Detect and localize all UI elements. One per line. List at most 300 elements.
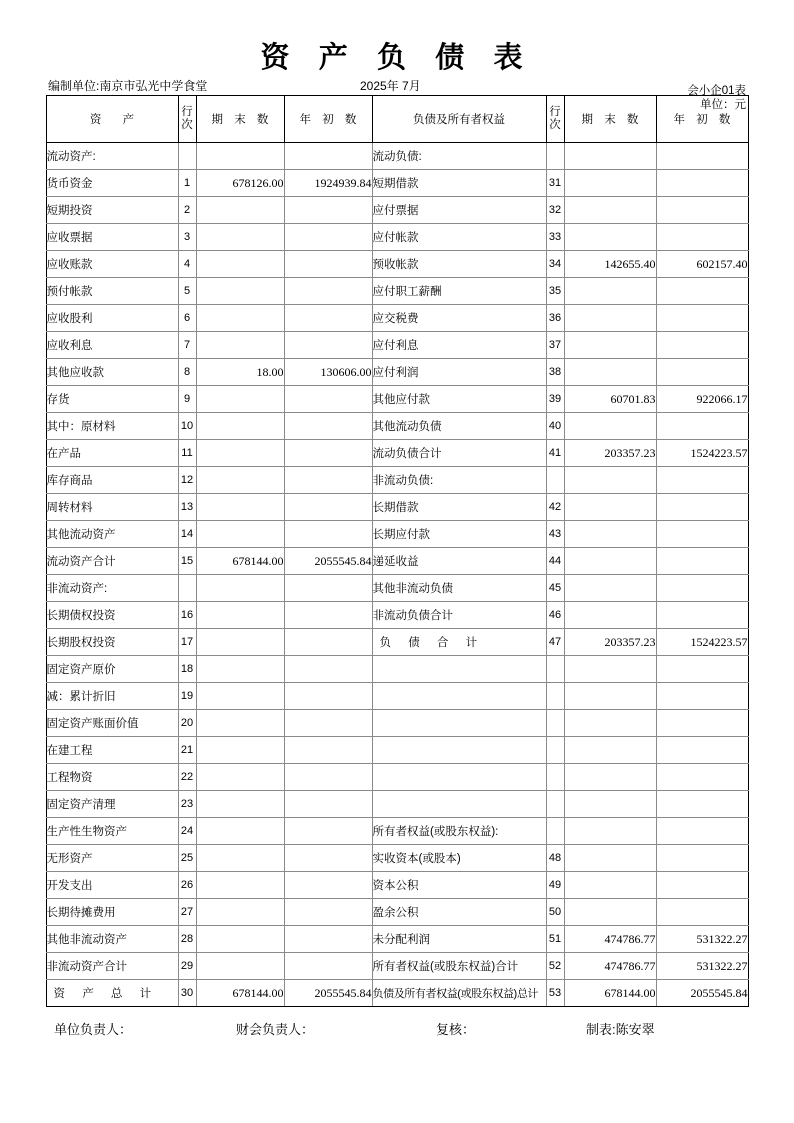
asset-begin-amount	[284, 899, 372, 926]
liability-line-no	[546, 764, 564, 791]
asset-begin-amount	[284, 305, 372, 332]
liability-end-amount	[564, 413, 656, 440]
liability-line-no: 36	[546, 305, 564, 332]
liability-line-no: 31	[546, 170, 564, 197]
liability-end-amount	[564, 521, 656, 548]
liability-end-amount	[564, 899, 656, 926]
asset-end-amount	[196, 953, 284, 980]
liability-end-amount	[564, 359, 656, 386]
liability-label: 实收资本(或股本)	[372, 845, 546, 872]
asset-end-amount	[196, 575, 284, 602]
liability-end-amount	[564, 737, 656, 764]
asset-line-no	[178, 143, 196, 170]
liability-label: 应付票据	[372, 197, 546, 224]
asset-begin-amount: 2055545.84	[284, 548, 372, 575]
table-body	[46, 143, 748, 1007]
asset-end-amount	[196, 467, 284, 494]
liability-begin-amount: 1524223.57	[656, 629, 748, 656]
liability-begin-amount	[656, 710, 748, 737]
asset-label: 非流动资产:	[46, 575, 178, 602]
asset-label: 流动资产:	[46, 143, 178, 170]
asset-begin-amount	[284, 629, 372, 656]
liability-end-amount: 678144.00	[564, 980, 656, 1007]
asset-line-no: 11	[178, 440, 196, 467]
liability-label: 应付职工薪酬	[372, 278, 546, 305]
liability-label: 应付帐款	[372, 224, 546, 251]
liability-end-amount	[564, 278, 656, 305]
liability-begin-amount	[656, 467, 748, 494]
liability-begin-amount	[656, 305, 748, 332]
asset-label: 长期股权投资	[46, 629, 178, 656]
asset-label: 固定资产账面价值	[46, 710, 178, 737]
asset-begin-amount	[284, 386, 372, 413]
liability-end-amount	[564, 224, 656, 251]
asset-begin-amount	[284, 575, 372, 602]
liability-label: 应付利润	[372, 359, 546, 386]
asset-end-amount	[196, 899, 284, 926]
header-end-amount: 期 末 数	[196, 96, 284, 143]
asset-line-no: 23	[178, 791, 196, 818]
liability-end-amount	[564, 170, 656, 197]
asset-end-amount	[196, 764, 284, 791]
liability-label: 长期借款	[372, 494, 546, 521]
liability-end-amount	[564, 764, 656, 791]
currency-unit-note: 单位：元	[700, 99, 746, 111]
liability-begin-amount	[656, 143, 748, 170]
table-row	[46, 440, 748, 467]
liability-label: 流动负债合计	[372, 440, 546, 467]
liability-label: 未分配利润	[372, 926, 546, 953]
liability-label: 其他非流动负债	[372, 575, 546, 602]
liability-label: 应付利息	[372, 332, 546, 359]
asset-end-amount	[196, 386, 284, 413]
asset-label: 短期投资	[46, 197, 178, 224]
liability-end-amount	[564, 197, 656, 224]
asset-begin-amount	[284, 872, 372, 899]
asset-end-amount	[196, 278, 284, 305]
asset-line-no: 19	[178, 683, 196, 710]
asset-line-no: 17	[178, 629, 196, 656]
table-row	[46, 656, 748, 683]
table-row	[46, 467, 748, 494]
liability-begin-amount	[656, 359, 748, 386]
header-line-no: 行次	[178, 96, 196, 143]
asset-end-amount	[196, 926, 284, 953]
asset-label: 开发支出	[46, 872, 178, 899]
liability-label: 流动负债:	[372, 143, 546, 170]
asset-label: 其他应收款	[46, 359, 178, 386]
liability-begin-amount	[656, 413, 748, 440]
asset-begin-amount	[284, 926, 372, 953]
table-row	[46, 548, 748, 575]
asset-end-amount	[196, 791, 284, 818]
asset-line-no: 30	[178, 980, 196, 1007]
table-row	[46, 791, 748, 818]
unit-head-label: 单位负责人：	[54, 1022, 133, 1037]
asset-label: 流动资产合计	[46, 548, 178, 575]
asset-end-amount	[196, 521, 284, 548]
asset-begin-amount	[284, 278, 372, 305]
liability-label: 盈余公积	[372, 899, 546, 926]
asset-end-amount	[196, 845, 284, 872]
asset-begin-amount	[284, 251, 372, 278]
liability-label	[372, 791, 546, 818]
liability-line-no: 42	[546, 494, 564, 521]
asset-label: 工程物资	[46, 764, 178, 791]
liability-begin-amount	[656, 170, 748, 197]
header-liability-equity: 负债及所有者权益	[372, 96, 546, 143]
balance-sheet-table	[46, 95, 749, 1007]
reporting-period: 2025年 7月	[360, 79, 421, 93]
liability-label: 负 债 合 计	[372, 629, 546, 656]
header-line-no-2: 行次	[546, 96, 564, 143]
asset-label: 长期待摊费用	[46, 899, 178, 926]
table-row	[46, 602, 748, 629]
asset-end-amount	[196, 197, 284, 224]
asset-end-amount	[196, 656, 284, 683]
asset-label: 其中：原材料	[46, 413, 178, 440]
liability-line-no: 38	[546, 359, 564, 386]
asset-label: 其他非流动资产	[46, 926, 178, 953]
liability-begin-amount	[656, 278, 748, 305]
asset-line-no: 4	[178, 251, 196, 278]
page-title: 资 产 负 债 表	[260, 42, 534, 74]
liability-begin-amount: 531322.27	[656, 926, 748, 953]
asset-label: 固定资产清理	[46, 791, 178, 818]
liability-label: 所有者权益(或股东权益)合计	[372, 953, 546, 980]
table-row	[46, 764, 748, 791]
liability-end-amount: 203357.23	[564, 629, 656, 656]
liability-label: 资本公积	[372, 872, 546, 899]
liability-begin-amount	[656, 602, 748, 629]
liability-begin-amount: 1524223.57	[656, 440, 748, 467]
asset-begin-amount	[284, 791, 372, 818]
liability-end-amount	[564, 305, 656, 332]
liability-begin-amount	[656, 224, 748, 251]
table-row	[46, 197, 748, 224]
asset-end-amount	[196, 872, 284, 899]
asset-end-amount	[196, 332, 284, 359]
table-row	[46, 710, 748, 737]
asset-end-amount	[196, 440, 284, 467]
asset-begin-amount	[284, 197, 372, 224]
table-row	[46, 899, 748, 926]
liability-begin-amount	[656, 818, 748, 845]
liability-line-no: 33	[546, 224, 564, 251]
table-row	[46, 332, 748, 359]
liability-begin-amount	[656, 791, 748, 818]
table-row	[46, 872, 748, 899]
asset-label: 库存商品	[46, 467, 178, 494]
liability-line-no: 34	[546, 251, 564, 278]
liability-end-amount	[564, 332, 656, 359]
asset-line-no: 15	[178, 548, 196, 575]
asset-label: 生产性生物资产	[46, 818, 178, 845]
liability-line-no: 41	[546, 440, 564, 467]
asset-begin-amount: 130606.00	[284, 359, 372, 386]
liability-label	[372, 764, 546, 791]
asset-end-amount	[196, 818, 284, 845]
asset-end-amount: 678144.00	[196, 548, 284, 575]
asset-line-no: 21	[178, 737, 196, 764]
asset-label: 长期债权投资	[46, 602, 178, 629]
liability-line-no: 52	[546, 953, 564, 980]
table-row	[46, 224, 748, 251]
asset-line-no: 24	[178, 818, 196, 845]
liability-begin-amount	[656, 845, 748, 872]
liability-begin-amount	[656, 899, 748, 926]
liability-begin-amount: 602157.40	[656, 251, 748, 278]
asset-begin-amount	[284, 953, 372, 980]
asset-end-amount	[196, 494, 284, 521]
asset-end-amount: 18.00	[196, 359, 284, 386]
liability-label	[372, 710, 546, 737]
asset-begin-amount	[284, 602, 372, 629]
liability-begin-amount: 922066.17	[656, 386, 748, 413]
liability-begin-amount	[656, 737, 748, 764]
liability-label: 递延收益	[372, 548, 546, 575]
liability-end-amount	[564, 602, 656, 629]
liability-label: 应交税费	[372, 305, 546, 332]
liability-label: 所有者权益(或股东权益):	[372, 818, 546, 845]
liability-label: 长期应付款	[372, 521, 546, 548]
asset-begin-amount	[284, 494, 372, 521]
liability-label: 短期借款	[372, 170, 546, 197]
asset-line-no: 20	[178, 710, 196, 737]
asset-line-no: 1	[178, 170, 196, 197]
preparer-label: 制表:陈安翠	[586, 1022, 655, 1037]
table-row	[46, 143, 748, 170]
asset-begin-amount	[284, 818, 372, 845]
table-row	[46, 575, 748, 602]
liability-end-amount	[564, 143, 656, 170]
liability-begin-amount	[656, 332, 748, 359]
header-begin-amount: 年 初 数	[284, 96, 372, 143]
liability-label	[372, 656, 546, 683]
header-end-amount-2: 期 末 数	[564, 96, 656, 143]
asset-label: 减：累计折旧	[46, 683, 178, 710]
asset-line-no: 25	[178, 845, 196, 872]
liability-line-no	[546, 683, 564, 710]
header-asset: 资 产	[46, 96, 178, 143]
finance-head-label: 财会负责人：	[236, 1022, 315, 1037]
asset-begin-amount	[284, 332, 372, 359]
liability-label: 负债及所有者权益(或股东权益)总计	[372, 980, 546, 1007]
asset-begin-amount	[284, 737, 372, 764]
asset-end-amount	[196, 737, 284, 764]
liability-begin-amount	[656, 656, 748, 683]
asset-line-no: 8	[178, 359, 196, 386]
asset-line-no: 18	[178, 656, 196, 683]
asset-end-amount	[196, 602, 284, 629]
liability-begin-amount: 2055545.84	[656, 980, 748, 1007]
asset-label: 无形资产	[46, 845, 178, 872]
asset-end-amount	[196, 143, 284, 170]
asset-end-amount	[196, 305, 284, 332]
liability-begin-amount	[656, 683, 748, 710]
liability-end-amount	[564, 683, 656, 710]
liability-line-no	[546, 710, 564, 737]
asset-begin-amount	[284, 656, 372, 683]
asset-line-no: 14	[178, 521, 196, 548]
liability-end-amount	[564, 710, 656, 737]
asset-begin-amount	[284, 143, 372, 170]
liability-begin-amount	[656, 521, 748, 548]
asset-end-amount	[196, 413, 284, 440]
liability-label: 预收帐款	[372, 251, 546, 278]
asset-label: 存货	[46, 386, 178, 413]
liability-end-amount	[564, 467, 656, 494]
table-row	[46, 413, 748, 440]
table-row	[46, 629, 748, 656]
liability-line-no: 35	[546, 278, 564, 305]
asset-label: 在建工程	[46, 737, 178, 764]
asset-line-no: 28	[178, 926, 196, 953]
asset-line-no: 7	[178, 332, 196, 359]
liability-line-no: 48	[546, 845, 564, 872]
liability-begin-amount	[656, 197, 748, 224]
asset-end-amount	[196, 224, 284, 251]
asset-label: 固定资产原价	[46, 656, 178, 683]
table-row	[46, 737, 748, 764]
asset-end-amount	[196, 683, 284, 710]
liability-line-no: 45	[546, 575, 564, 602]
asset-begin-amount	[284, 521, 372, 548]
liability-end-amount	[564, 791, 656, 818]
table-row	[46, 926, 748, 953]
asset-begin-amount	[284, 764, 372, 791]
asset-line-no	[178, 575, 196, 602]
asset-label: 应收账款	[46, 251, 178, 278]
liability-line-no: 46	[546, 602, 564, 629]
liability-end-amount	[564, 845, 656, 872]
signature-row	[46, 1019, 748, 1043]
liability-line-no: 51	[546, 926, 564, 953]
asset-line-no: 12	[178, 467, 196, 494]
liability-end-amount: 60701.83	[564, 386, 656, 413]
asset-label: 应收股利	[46, 305, 178, 332]
asset-end-amount: 678126.00	[196, 170, 284, 197]
table-row	[46, 494, 748, 521]
table-row	[46, 683, 748, 710]
asset-line-no: 5	[178, 278, 196, 305]
asset-begin-amount	[284, 413, 372, 440]
liability-line-no	[546, 818, 564, 845]
asset-line-no: 10	[178, 413, 196, 440]
liability-begin-amount	[656, 548, 748, 575]
asset-label: 非流动资产合计	[46, 953, 178, 980]
liability-end-amount	[564, 575, 656, 602]
liability-line-no: 44	[546, 548, 564, 575]
table-row	[46, 170, 748, 197]
asset-label: 周转材料	[46, 494, 178, 521]
asset-begin-amount	[284, 224, 372, 251]
table-row	[46, 278, 748, 305]
table-row	[46, 521, 748, 548]
asset-label: 资 产 总 计	[46, 980, 178, 1007]
liability-label: 其他流动负债	[372, 413, 546, 440]
report-meta-row	[48, 73, 746, 95]
asset-begin-amount	[284, 440, 372, 467]
preparer-organization: 编制单位:南京市弘光中学食堂	[48, 79, 208, 93]
table-row	[46, 953, 748, 980]
asset-end-amount	[196, 251, 284, 278]
asset-line-no: 2	[178, 197, 196, 224]
asset-line-no: 16	[178, 602, 196, 629]
table-row	[46, 845, 748, 872]
reviewer-label: 复核：	[436, 1022, 476, 1037]
liability-line-no	[546, 467, 564, 494]
liability-label	[372, 683, 546, 710]
liability-end-amount	[564, 548, 656, 575]
asset-end-amount: 678144.00	[196, 980, 284, 1007]
asset-label: 货币资金	[46, 170, 178, 197]
asset-begin-amount: 2055545.84	[284, 980, 372, 1007]
liability-line-no: 40	[546, 413, 564, 440]
liability-begin-amount	[656, 575, 748, 602]
liability-label: 非流动负债:	[372, 467, 546, 494]
liability-line-no: 50	[546, 899, 564, 926]
liability-line-no: 37	[546, 332, 564, 359]
liability-end-amount: 474786.77	[564, 953, 656, 980]
liability-end-amount: 142655.40	[564, 251, 656, 278]
table-row	[46, 980, 748, 1007]
asset-label: 其他流动资产	[46, 521, 178, 548]
asset-label: 在产品	[46, 440, 178, 467]
asset-line-no: 27	[178, 899, 196, 926]
asset-begin-amount	[284, 467, 372, 494]
liability-end-amount: 474786.77	[564, 926, 656, 953]
liability-line-no: 47	[546, 629, 564, 656]
liability-begin-amount	[656, 872, 748, 899]
asset-begin-amount	[284, 683, 372, 710]
liability-end-amount	[564, 656, 656, 683]
liability-label: 其他应付款	[372, 386, 546, 413]
table-header-row	[46, 96, 748, 143]
liability-begin-amount	[656, 764, 748, 791]
liability-begin-amount: 531322.27	[656, 953, 748, 980]
liability-line-no	[546, 143, 564, 170]
table-row	[46, 305, 748, 332]
liability-line-no: 53	[546, 980, 564, 1007]
liability-line-no: 49	[546, 872, 564, 899]
liability-line-no: 43	[546, 521, 564, 548]
asset-end-amount	[196, 629, 284, 656]
liability-end-amount: 203357.23	[564, 440, 656, 467]
liability-line-no: 39	[546, 386, 564, 413]
asset-begin-amount	[284, 845, 372, 872]
asset-line-no: 3	[178, 224, 196, 251]
asset-label: 应收利息	[46, 332, 178, 359]
liability-line-no: 32	[546, 197, 564, 224]
asset-end-amount	[196, 710, 284, 737]
asset-line-no: 22	[178, 764, 196, 791]
liability-line-no	[546, 737, 564, 764]
liability-label: 非流动负债合计	[372, 602, 546, 629]
header-begin-amount-2: 年 初 数	[656, 96, 748, 143]
table-row	[46, 386, 748, 413]
asset-line-no: 9	[178, 386, 196, 413]
asset-label: 预付帐款	[46, 278, 178, 305]
liability-line-no	[546, 656, 564, 683]
table-row	[46, 818, 748, 845]
asset-line-no: 6	[178, 305, 196, 332]
asset-line-no: 29	[178, 953, 196, 980]
liability-label	[372, 737, 546, 764]
asset-label: 应收票据	[46, 224, 178, 251]
asset-begin-amount	[284, 710, 372, 737]
liability-end-amount	[564, 818, 656, 845]
